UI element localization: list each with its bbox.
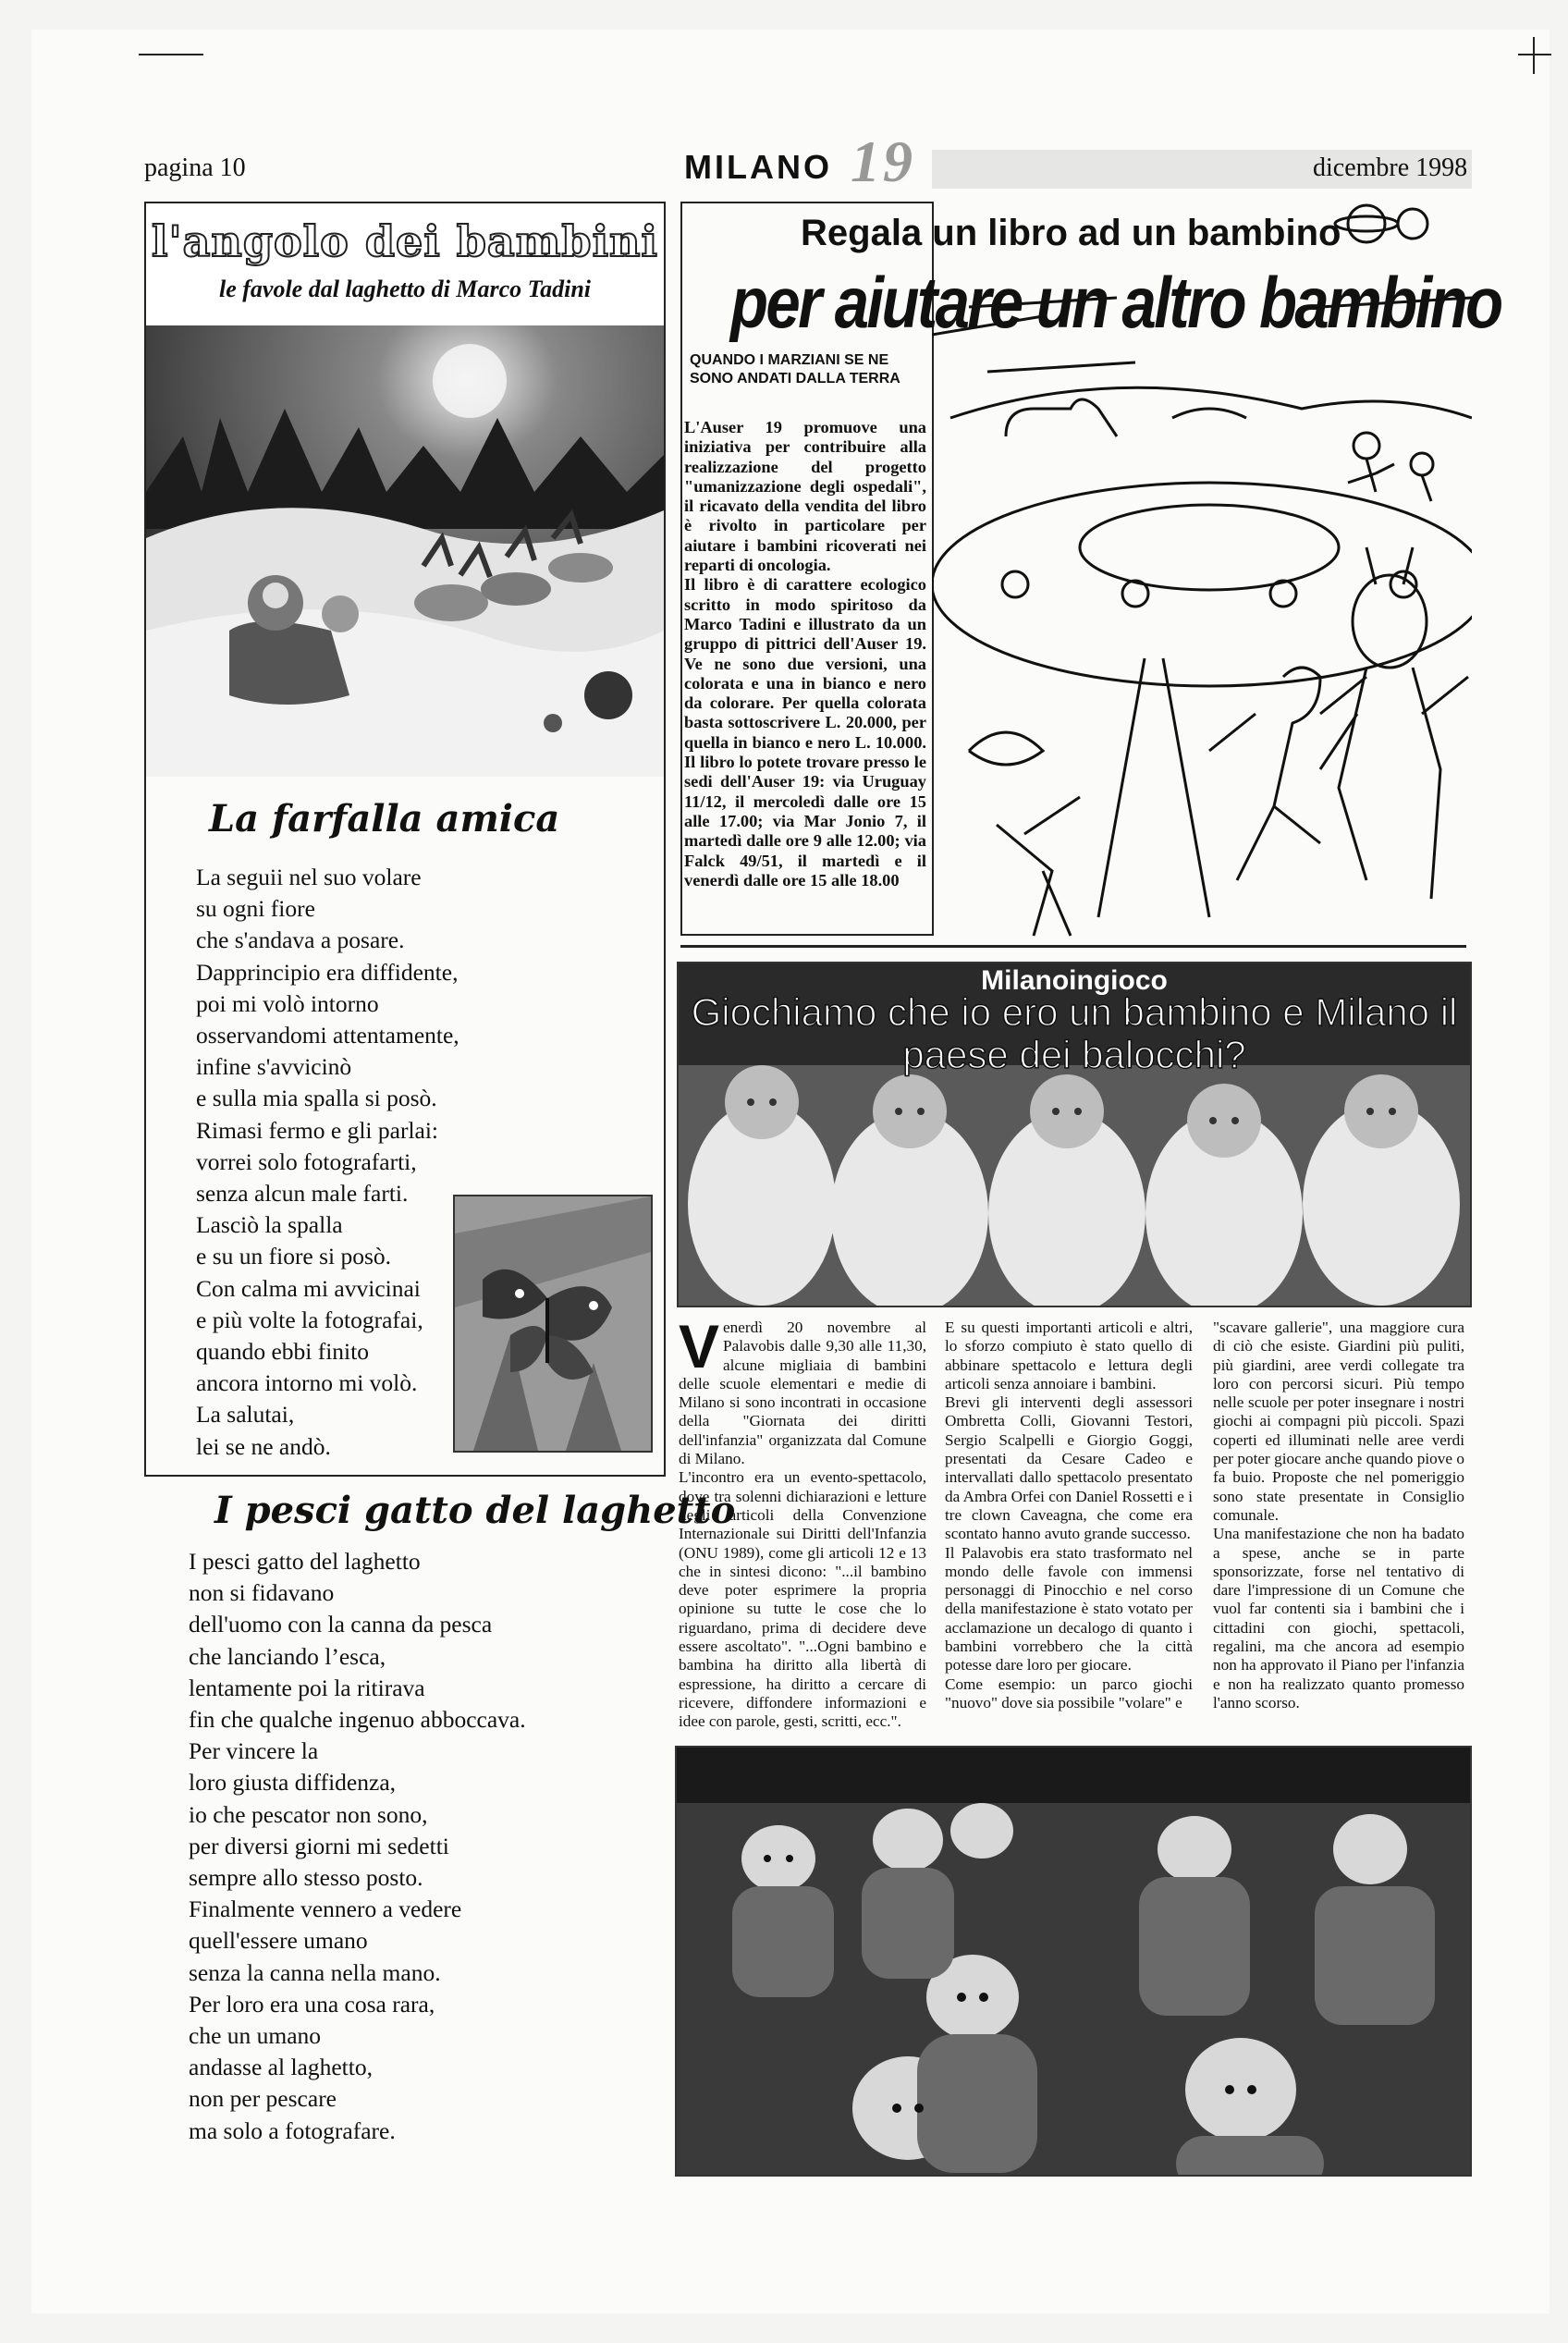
article-kicker: QUANDO I MARZIANI SE NE SONO ANDATI DALLA TERRA xyxy=(690,352,900,386)
poem-title-farfalla: La farfalla amica xyxy=(209,797,560,840)
crop-mark xyxy=(139,54,203,55)
headline-top: Regala un libro ad un bambino xyxy=(801,213,1341,253)
butterfly-photo xyxy=(453,1195,653,1453)
issue-date: dicembre 1998 xyxy=(1313,153,1468,182)
kids-corner-box xyxy=(144,202,666,780)
crop-mark xyxy=(1533,37,1535,74)
book-article-body: L'Auser 19 promuove una iniziativa per contribuire alla realizzazione del progetto "umanizzazione degli ospedali", il ricavato della vendita del libro è rivolto in particolare per aiutare i bambini ricoverati nei reparti di oncologia. Il libro è di carattere ecologico scritto in modo spiritoso da Marco Tadini e illustrato da un gruppo di pittrici dell'Auser 19. Ve ne sono due versioni, una colorata e una in bianco e nero da colorare. Per quella colorata basta sottoscrivere L. 20.000, per quella in bianco e nero L. 10.000. Il libro lo potete trovare presso le sedi dell'Auser 19: via Uruguay 11/12, il mercoledì dalle ore 15 alle 17.00; via Mar Jonio 7, il martedì dalle ore 9 alle 12.00; via Falck 49/51, il martedì e il venerdì dalle ore 15 alle 18.00 xyxy=(684,418,926,889)
article-column-3: "scavare gallerie", una maggiore cura di ciò che esiste. Giardini più puliti, più giardini, aree verdi collegate tra loro con percorsi sicuri. Più tempo nelle scuole per poter insegnare i nostri giochi ai compagni più piccoli. Spazi coperti ed illuminati nelle aree verdi per poter giocare anche quando piove o fa buio. Proposte che nel pomeriggio sono state presentate in Consiglio comunale. Una manifestazione che non ha badato a spese, anche se in parte sponsorizzate, forse nel tentativo di dare l'impressione di un Comune che vuol far contenti sia i bambini che i cittadini con giochi, spettacoli, regalini, ma che ancora ad esempio non ha approvato il Piano per l'infanzia e non ha realizzato quanto promesso l'anno scorso. xyxy=(1213,1319,1464,1711)
children-snack-photo xyxy=(677,1748,1470,2175)
milanoingioco-headline: Giochiamo che io ero un bambino e Milano il paese dei balocchi? xyxy=(691,990,1458,1076)
kids-corner-title: l'angolo dei bambini xyxy=(152,216,658,266)
page-number: pagina 10 xyxy=(144,153,246,182)
poem-text-farfalla: La seguii nel suo volare su ogni fiore che s'andava a posare. Dapprincipio era diffidente, poi mi volò intorno osservandomi attentamente, infine s'avvicinò e sulla mia spalla si posò. Rimasi fermo e gli parlai: vorrei solo fotografarti, senza alcun male farti. Lasciò la spalla e su un fiore si posò. Con calma mi avvicinai e più volte la fotografai, quando ebbi finito ancora intorno mi volò. La salutai, lei se ne andò. xyxy=(196,864,459,1460)
article-column-1 xyxy=(679,1312,926,1732)
section-divider xyxy=(680,945,1466,948)
kids-corner-subtitle: le favole dal laghetto di Marco Tadini xyxy=(218,276,592,302)
children-photo-bottom xyxy=(675,1746,1472,2177)
masthead-number: 19 xyxy=(851,129,915,194)
masthead xyxy=(684,129,934,194)
column-1-text: enerdì 20 novembre al Palavobis dalle 9,30 alle 11,30, alcune migliaia di bambini delle scuole elementari e medie di Milano si sono incontrati in occasione della "Giornata dei diritti dell'infanzia" organizzata dal Comune di Milano. L'incontro era un evento-spettacolo, dove tra solenni dichiarazioni e letture degli articoli della Convenzione Internazionale sui Diritti dell'Infanzia (ONU 1989), come gli articoli 12 e 13 che in sintesi dicono: "...il bambino deve poter esprimere la propria opinione su tutte le cose che lo riguardano, prima di decidere deve essere ascoltato". "...Ogni bambino e bambina ha diritto alla libertà di espressione, ha diritto a cercare di ricevere, diffondere informazioni e idee con parole, gesti, scritti, ecc.". xyxy=(679,1319,926,1731)
crop-mark xyxy=(1518,54,1551,55)
headline-main: per aiutare un altro bambino xyxy=(730,262,1501,343)
martian-illustration xyxy=(932,196,1472,945)
article-column-2: E su questi importanti articoli e altri, lo sforzo compiuto è stato quello di abbinare spettacolo e lettura degli articoli senza annoiare i bambini. Brevi gli interventi degli assessori Ombretta Colli, Giovanni Testori, Sergio Scalpelli e Giorgio Goggi, presentati da Cesare Cadeo e intervallati dallo spettacolo presentato da Ambra Orfei con Daniel Rossetti e i tre clown Caveagna, che come era scontato hanno avuto grande successo. Il Palavobis era stato trasformato nel mondo delle favole con immensi personaggi di Pinocchio e nel corso della manifestazione è stato votato per acclamazione un decalogo di quanto i bambini vorrebbero che la città potesse dare loro per giocare. Come esempio: un parco giochi "nuovo" dove sia possibile "volare" e xyxy=(945,1319,1193,1711)
christmas-illustration xyxy=(146,325,664,779)
children-photo-top xyxy=(677,962,1472,1307)
masthead-title: MILANO xyxy=(684,148,832,186)
poem-title-pesci: I pesci gatto del laghetto xyxy=(214,1489,736,1532)
section-label: Milanoingioco xyxy=(981,965,1168,996)
drop-cap: V xyxy=(679,1312,720,1380)
poem-text-pesci: I pesci gatto del laghetto non si fidavano dell'uomo con la canna da pesca che lanciando l’esca, lentamente poi la ritirava fin che qualche ingenuo abboccava. Per vincere la loro giusta diffidenza, io che pescator non sono, per diversi giorni mi sedetti sempre allo stesso posto. Finalmente vennero a vedere quell'essere umano senza la canna nella mano. Per loro era una cosa rara, che un umano andasse al laghetto, non per pescare ma solo a fotografare. xyxy=(189,1548,526,2144)
